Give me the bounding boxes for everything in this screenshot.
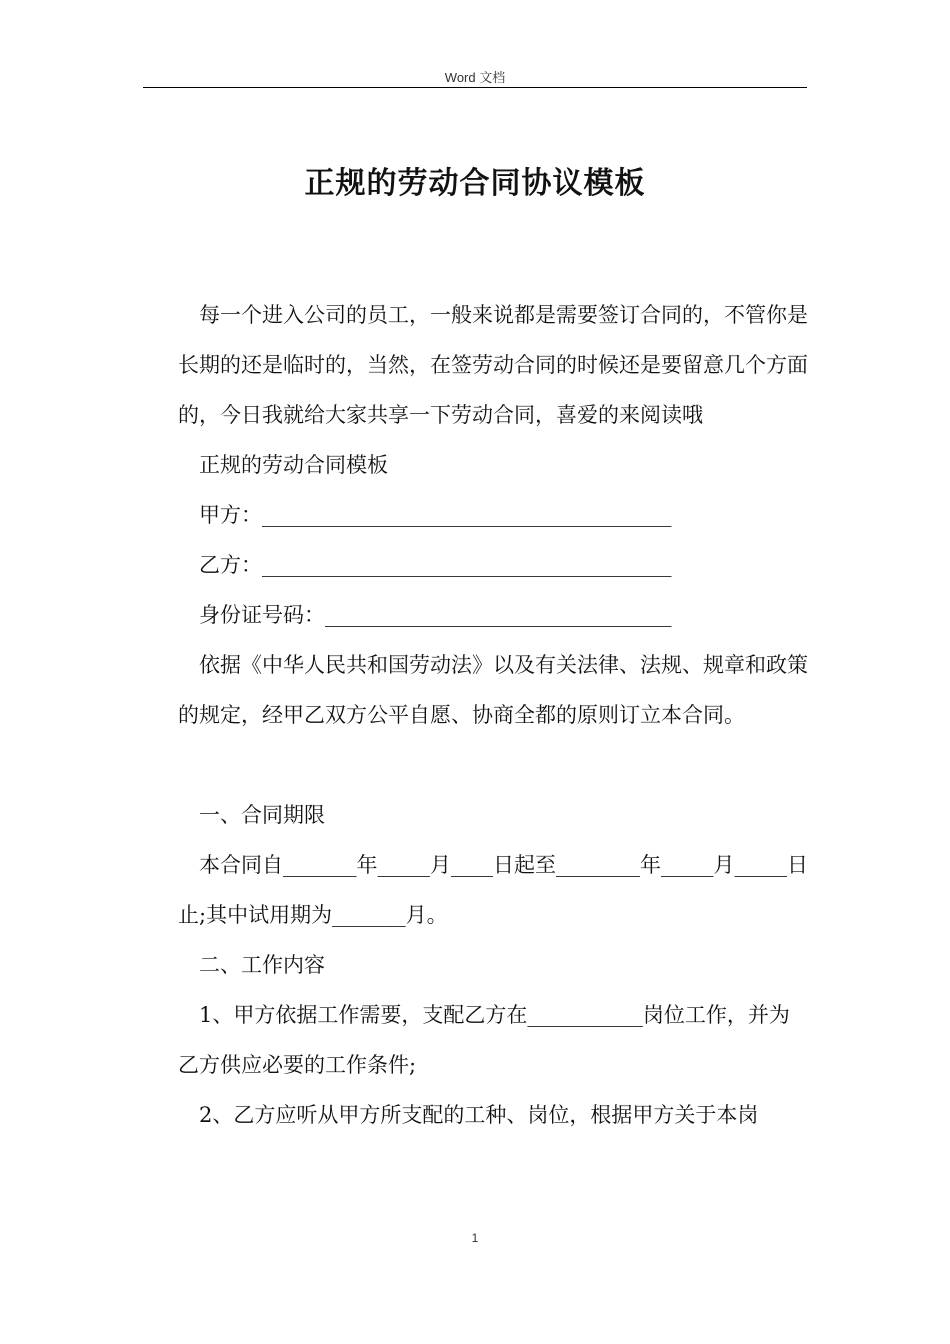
section-heading-work: 二、工作内容 [199,953,325,977]
header-label: Word 文档 [444,70,506,85]
work-clause-1: 1、甲方依据工作需要，支配乙方在___________岗位工作，并为乙方供应必要的工作条件; [178,1003,790,1077]
legal-basis-paragraph: 依据《中华人民共和国劳动法》以及有关法律、法规、规章和政策的规定，经甲乙双方公平自愿、协商全都的原则订立本合同。 [178,653,808,727]
template-heading: 正规的劳动合同模板 [199,453,388,477]
intro-paragraph: 每一个进入公司的员工，一般来说都是需要签订合同的，不管你是长期的还是临时的，当然，在签劳动合同的时候还是要留意几个方面的，今日我就给大家共享一下劳动合同，喜爱的来阅读哦 [178,303,808,427]
header-divider [143,87,807,88]
contract-term-paragraph: 本合同自_______年_____月____日起至________年_____月_____日止;其中试用期为_______月。 [178,853,808,927]
page-number: 1 [471,1231,479,1245]
id-number-line: 身份证号码：_________________________________ [199,603,672,627]
party-b-line: 乙方：_______________________________________ [199,553,672,577]
party-a-line: 甲方：_______________________________________ [199,503,672,527]
section-heading-term: 一、合同期限 [199,803,325,827]
document-title: 正规的劳动合同协议模板 [304,166,646,201]
work-clause-2: 2、乙方应听从甲方所支配的工种、岗位，根据甲方关于本岗 [199,1103,759,1127]
document-body [178,290,808,1140]
